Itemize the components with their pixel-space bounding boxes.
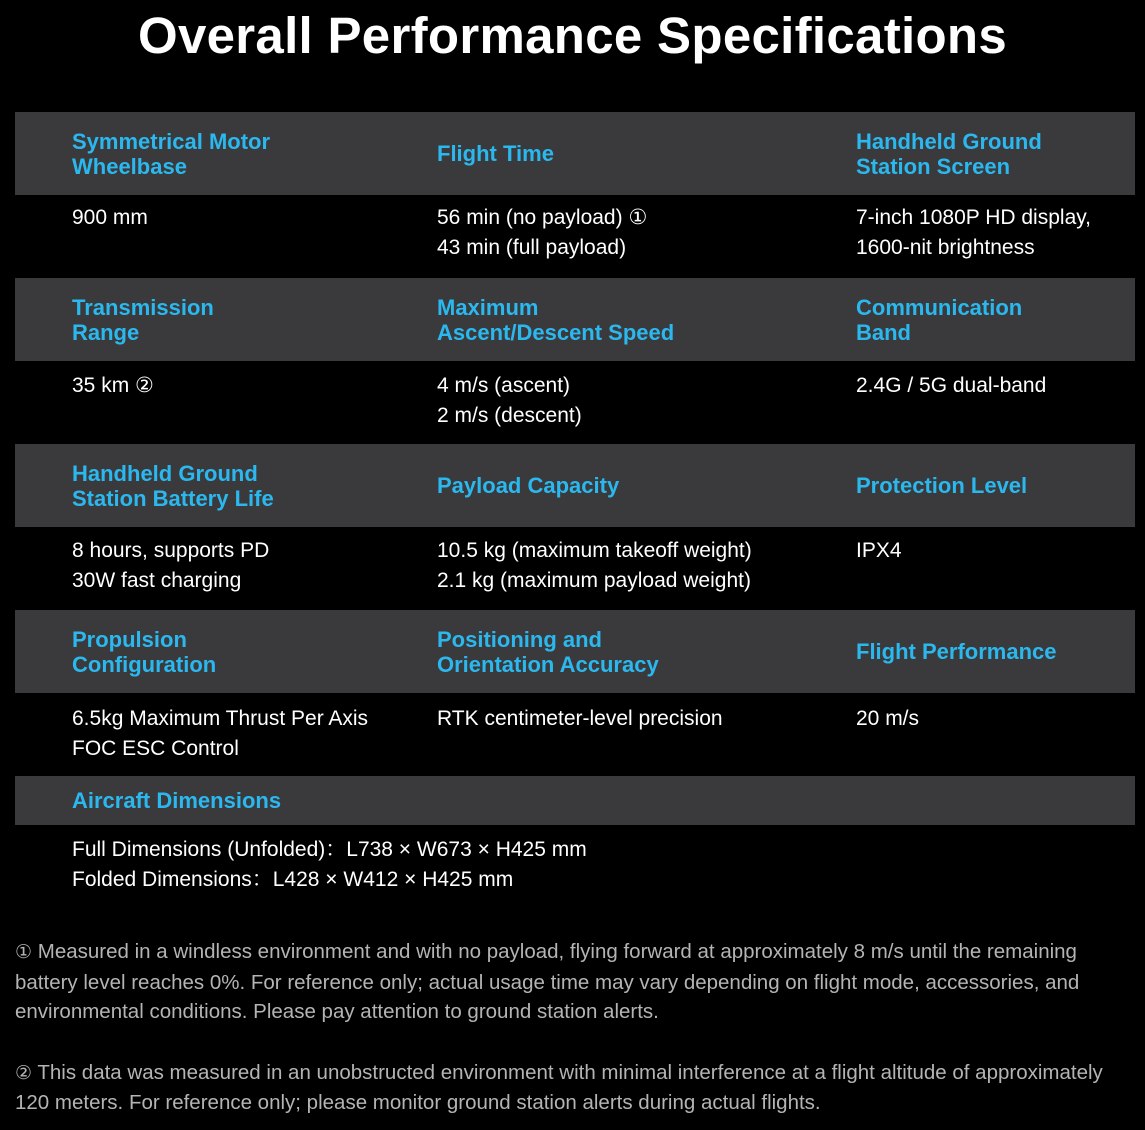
footnote-text: Measured in a windless environment and with no payload, flying forward at approximately 8 m/s until the remaining battery level reaches 0%. For reference only; actual usage time may vary depending on flight mode, accessories, and environmental conditions. Please pay attention to ground station alerts. — [15, 940, 1080, 1023]
spec-value-flight-time: 56 min (no payload) ① 43 min (full payload) — [437, 206, 648, 259]
footnote — [15, 1058, 1130, 1118]
spec-value-battery-life: 8 hours, supports PD 30W fast charging — [72, 539, 270, 592]
spec-value-propulsion: 6.5kg Maximum Thrust Per Axis FOC ESC Control — [72, 707, 369, 760]
spec-header-row — [15, 444, 1135, 527]
spec-header-row — [15, 776, 1135, 825]
spec-label-payload-capacity: Payload Capacity — [437, 473, 620, 498]
spec-label-ascent-descent-speed: Maximum Ascent/Descent Speed — [437, 294, 675, 345]
footnote-text: This data was measured in an unobstructed environment with minimal interference at a flight altitude of approximately 120 meters. For reference only; please monitor ground station alerts during actual flights. — [15, 1060, 1103, 1114]
spec-value-flight-performance: 20 m/s — [856, 707, 920, 730]
spec-value-aircraft-dimensions: Full Dimensions (Unfolded)：L738 × W673 × H425 mm Folded Dimensions：L428 × W412 × H425 mm — [72, 838, 587, 891]
spec-header-row — [15, 610, 1135, 693]
footnote-marker: ② — [15, 1062, 33, 1084]
spec-value-communication-band: 2.4G / 5G dual-band — [856, 374, 1047, 397]
spec-label-aircraft-dimensions: Aircraft Dimensions — [72, 788, 282, 813]
spec-value-row — [15, 361, 1135, 444]
page-title: Overall Performance Specifications — [137, 7, 1008, 64]
spec-label-flight-performance: Flight Performance — [856, 639, 1057, 664]
spec-label-transmission-range: Transmission Range — [72, 294, 214, 345]
spec-value-row — [15, 693, 1135, 776]
spec-value-payload-capacity: 10.5 kg (maximum takeoff weight) 2.1 kg (maximum payload weight) — [437, 539, 752, 592]
footnotes — [15, 937, 1130, 1118]
spec-label-communication-band: Communication Band — [856, 294, 1023, 345]
spec-value-protection-level: IPX4 — [856, 539, 902, 562]
spec-value-ascent-descent-speed: 4 m/s (ascent) 2 m/s (descent) — [437, 374, 582, 427]
spec-label-protection-level: Protection Level — [856, 473, 1028, 498]
spec-value-row — [15, 527, 1135, 610]
footnote-marker: ① — [15, 942, 33, 963]
spec-label-battery-life: Handheld Ground Station Battery Life — [72, 460, 274, 511]
spec-value-transmission-range: 35 km ② — [72, 374, 154, 397]
spec-value-positioning-accuracy: RTK centimeter-level precision — [437, 707, 723, 730]
spec-label-flight-time: Flight Time — [437, 141, 554, 166]
spec-label-positioning-accuracy: Positioning and Orientation Accuracy — [437, 626, 659, 677]
spec-label-ground-station-screen: Handheld Ground Station Screen — [856, 128, 1042, 179]
spec-header-row — [15, 112, 1135, 195]
spec-value-row — [15, 195, 1135, 278]
spec-table — [15, 112, 1135, 920]
spec-label-propulsion: Propulsion Configuration — [72, 626, 217, 677]
spec-value-row — [15, 825, 1135, 920]
footnote — [15, 937, 1130, 1027]
spec-label-wheelbase: Symmetrical Motor Wheelbase — [72, 128, 271, 179]
spec-value-ground-station-screen: 7-inch 1080P HD display, 1600-nit brightness — [856, 206, 1092, 259]
spec-value-wheelbase: 900 mm — [72, 206, 148, 229]
spec-header-row — [15, 278, 1135, 361]
